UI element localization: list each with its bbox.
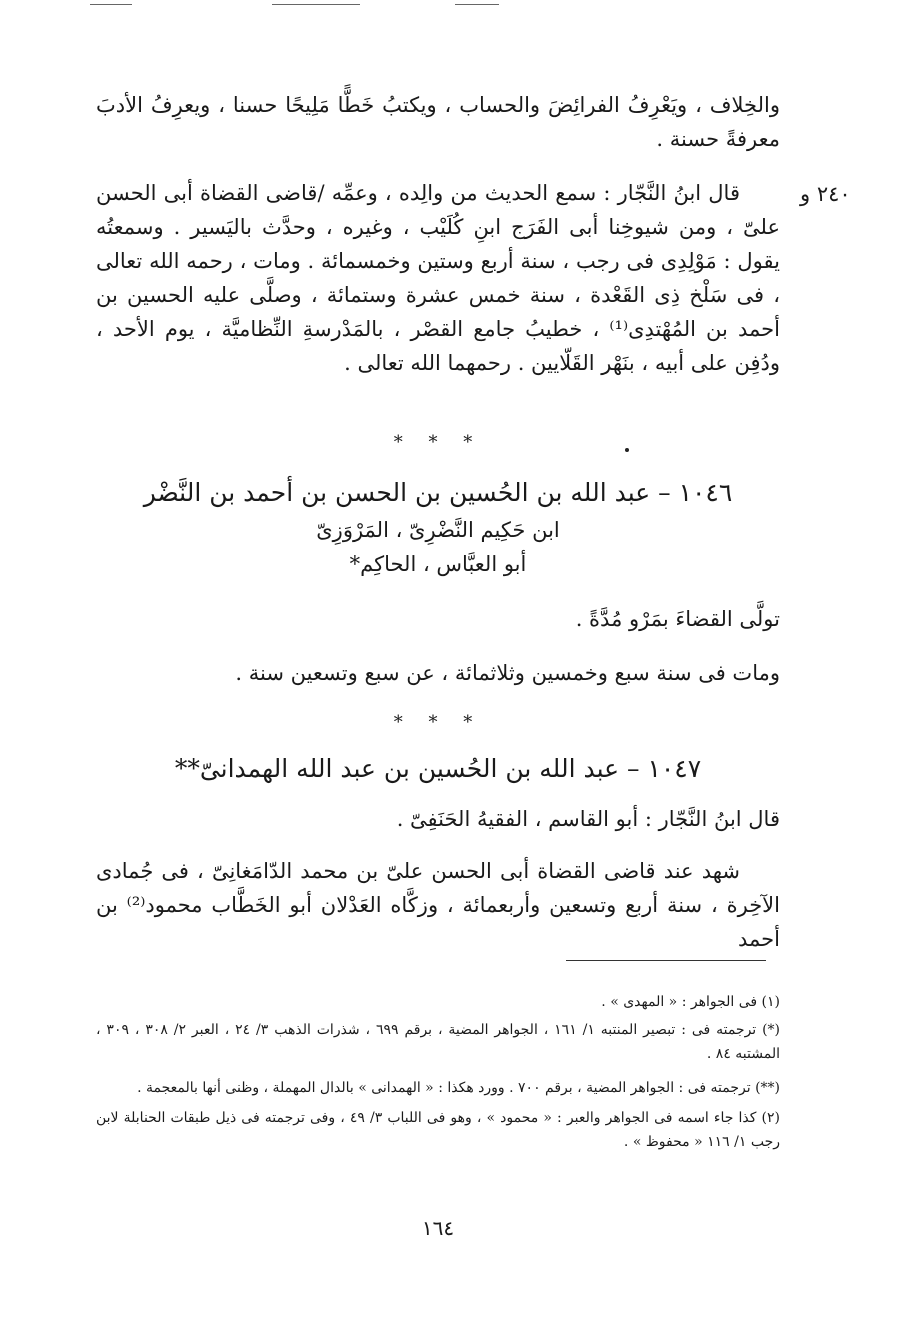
top-rule-center [272,4,360,5]
margin-folio-note: ٢٤٠ و [800,182,851,206]
page-number: ١٦٤ [421,1216,455,1240]
footnote-double-star: (**) ترجمته فى : الجواهر المضية ، برقم ٧٠٠ . وورد هكذا : « الهمدانى » بالدال المهملة ، وظنى أنها بالمعجمة . [137,1080,780,1096]
entry-1047-text-2: شهد عند قاضى القضاة أبى الحسن علىّ بن محمد الدّامَغانِىّ ، فى جُمادى الآخِرة ، سنة أربع وتسعين وأربعمائة ، وزكَّاه العَدْلان أبو الخَطَّاب محمود⁽²⁾ بن أحمد [96,859,780,951]
section-separator-1: * * * [393,432,483,453]
entry-1046-text-2: ومات فى سنة سبع وخمسين وثلاثمائة ، عن سبع وتسعين سنة . [235,661,780,685]
paragraph-continuation: والخِلاف ، ويَعْرِفُ الفرائِضَ والحساب ، ويكتبُ خَطًّا مَلِيحًا حسنا ، ويعرِفُ الأدبَ معرفةً حسنة . [96,93,780,151]
entry-1046-lineage: ابن حَكِيم النَّضْرِىّ ، المَرْوَزِىّ [316,518,560,542]
section-separator-2: * * * [393,712,483,733]
entry-1046-kunya: أبو العبَّاس ، الحاكِم* [349,552,527,576]
footnote-1: (١) فى الجواهر : « المهدى » . [601,994,780,1010]
paragraph-ibn-najjar: قال ابنُ النَّجّار : سمع الحديث من والِده ، وعمِّه /قاضى القضاة أبى الحسن علىّ ، ومن شيوخِنا أبى الفَرَج ابنِ كُلَيْب ، وغيره ، وحدَّث باليَسير . وسمعتُه يقول : مَوْلِدِى فى رجب ، سنة أربع وستين وخمسمائة . ومات ، رحمه الله تعالى ، فى سَلْخ ذِى القَعْدة ، سنة خمس عشرة وستمائة ، وصلَّى عليه الحسين بن أحمد بن المُهْتدِى⁽¹⁾ ، خطيبُ جامع القصْر ، بالمَدْرسةِ النِّظاميَّة ، يوم الأحد ، ودُفِن على أبيه ، بنَهْر القَلّايين . رحمهما الله تعالى . [96,181,780,375]
entry-1046-title: ١٠٤٦ – عبد الله بن الحُسين بن الحسن بن أحمد بن النَّضْر [143,478,733,507]
entry-1047-text-1: قال ابنُ النَّجّار : أبو القاسم ، الفقيهُ الحَنَفِىّ . [396,807,780,831]
top-rule-left [90,4,132,5]
footnote-2: (٢) كذا جاء اسمه فى الجواهر والعبر : « محمود » ، وهو فى اللباب ٣/ ٤٩ ، وفى ترجمته فى ذيل طبقات الحنابلة لابن رجب ١/ ١١٦ « محفوظ » . [96,1110,780,1150]
top-rule-right [455,4,499,5]
entry-1047-title: ١٠٤٧ – عبد الله بن الحُسين بن عبد الله الهمدانىّ** [174,754,702,783]
entry-1046-text-1: تولَّى القضاءَ بمَرْو مُدَّةً . [575,607,780,631]
footnote-separator [566,960,766,961]
footnote-star: (*) ترجمته فى : تبصير المنتبه ١/ ١٦١ ، الجواهر المضية ، برقم ٦٩٩ ، شذرات الذهب ٣/ ٢٤ ، العبر ٢/ ٣٠٨ ، ٣٠٩ ، المشتبه ٨٤ . [96,1022,781,1062]
